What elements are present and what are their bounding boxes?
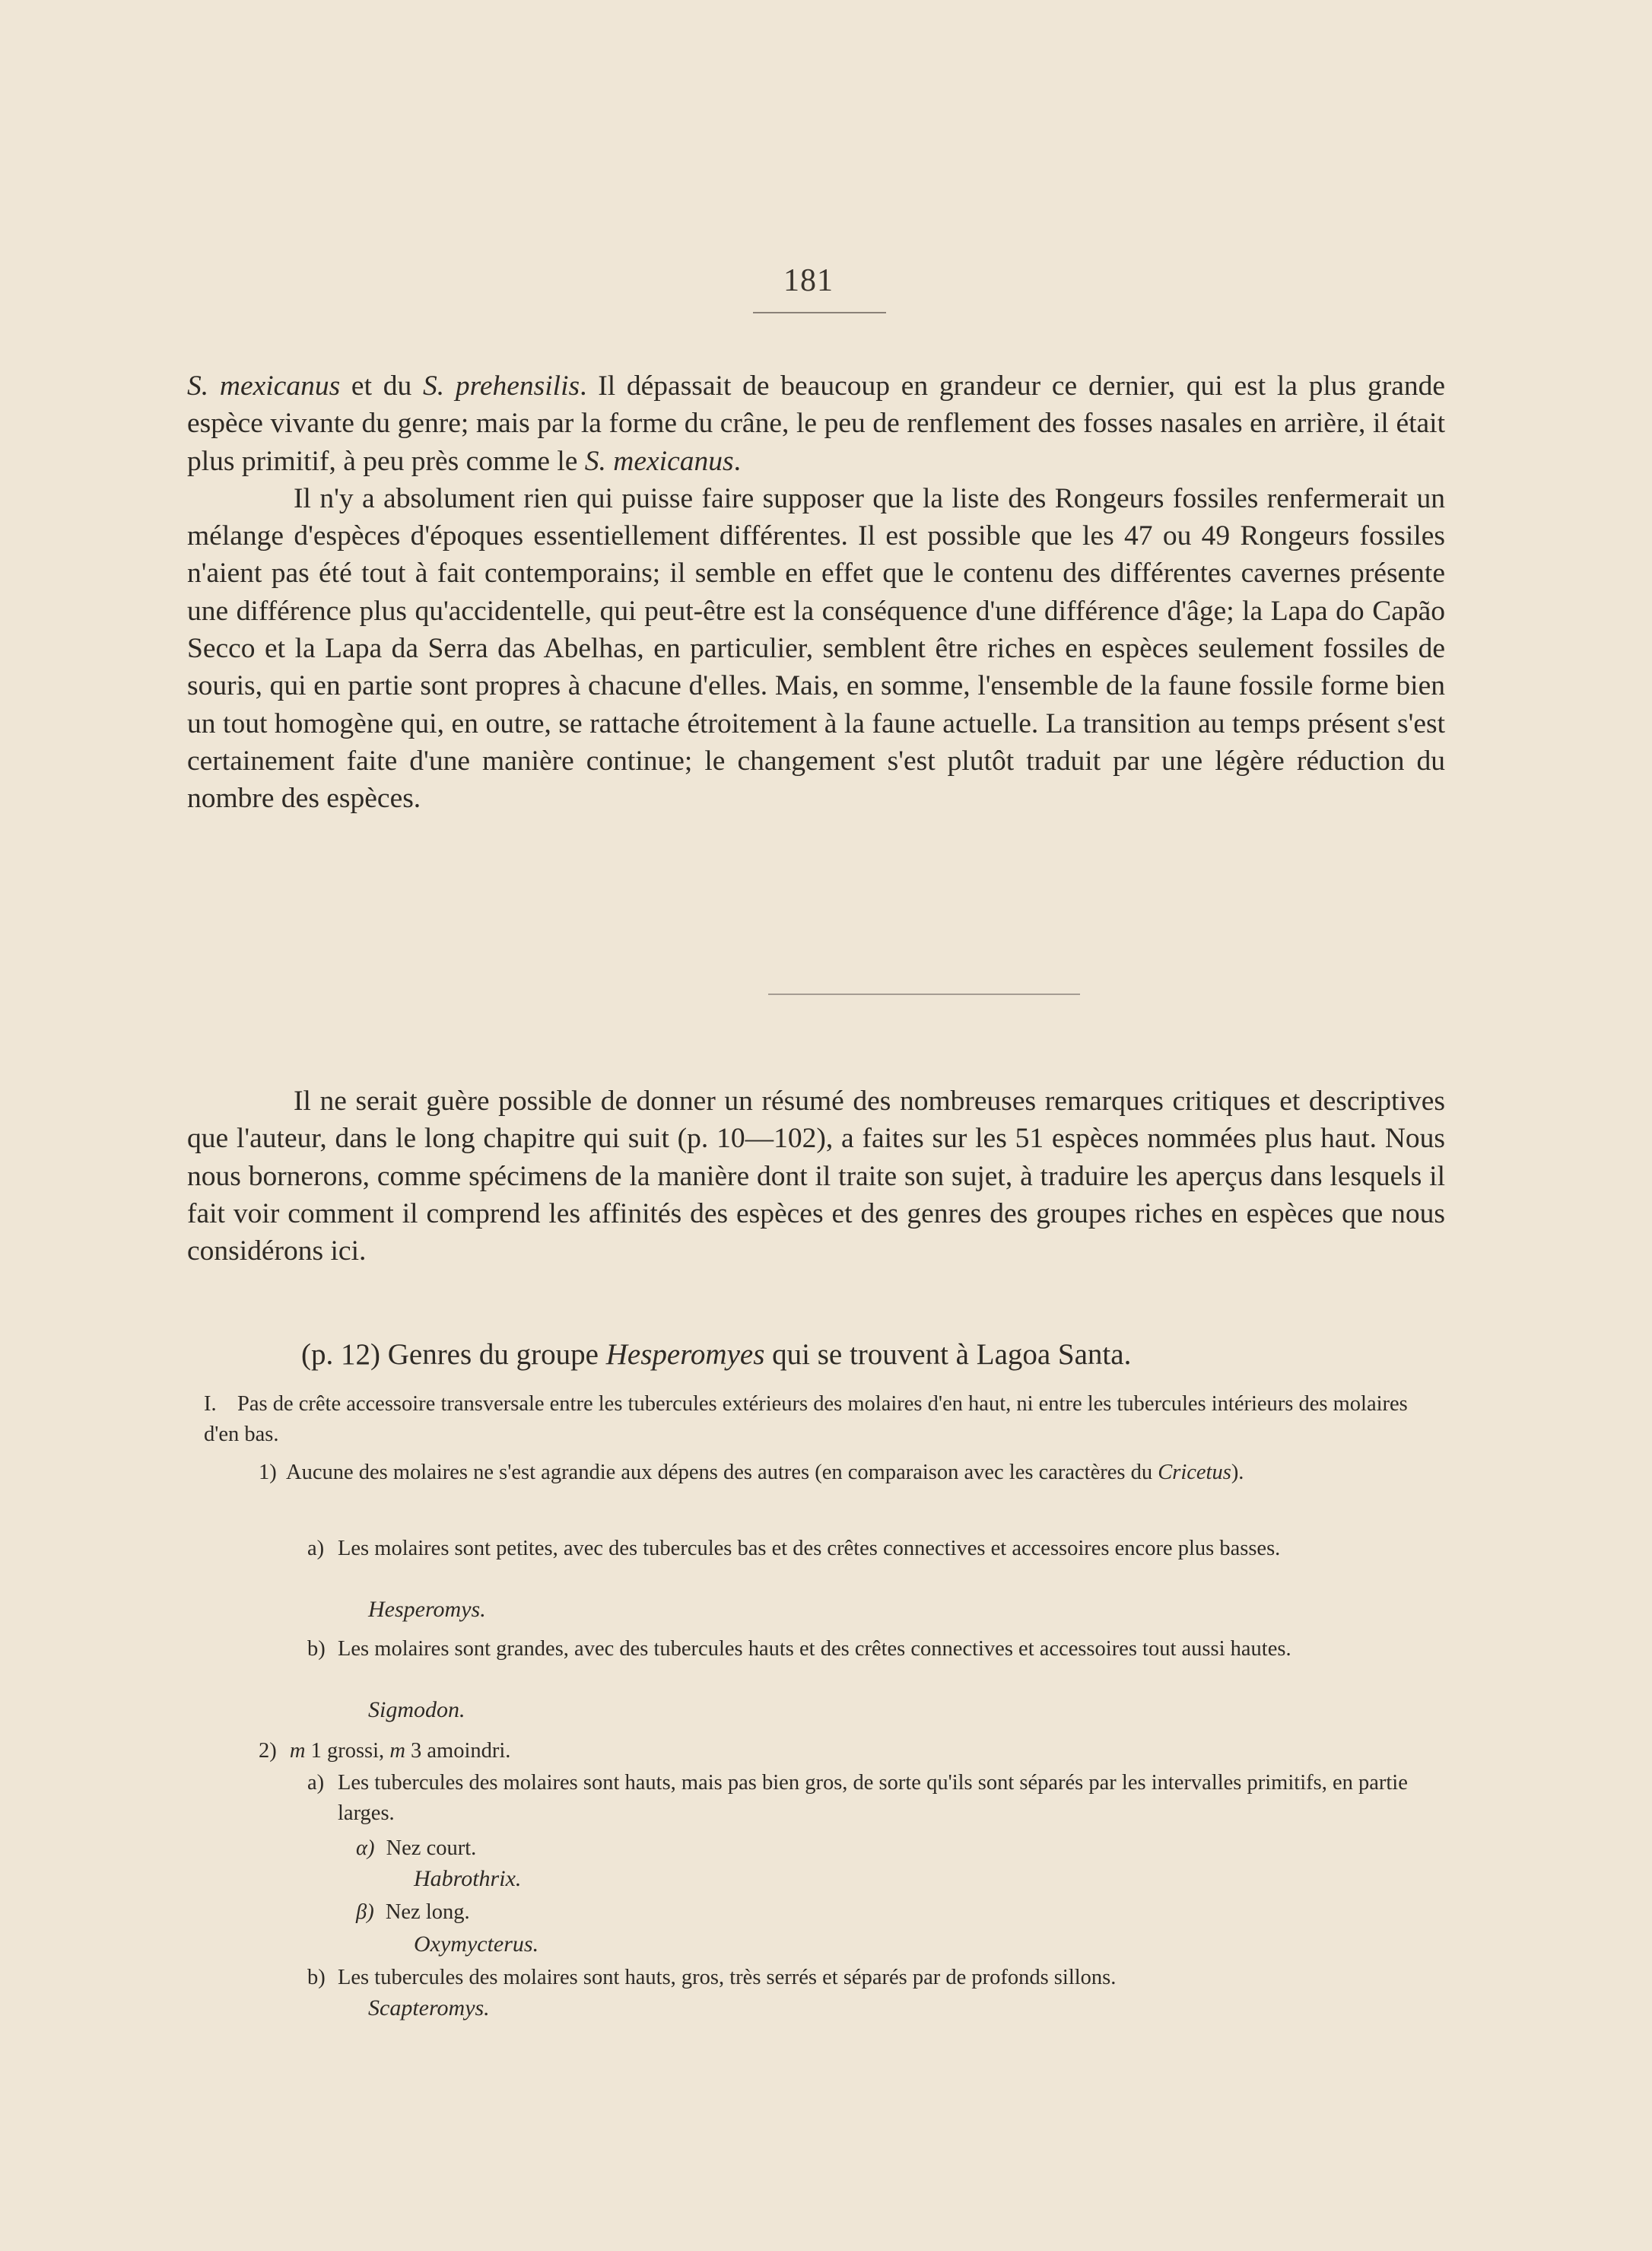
- key-text: 1 grossi,: [305, 1739, 390, 1763]
- key-entry-I-1: [259, 1458, 1445, 1488]
- paragraph-text: . Il dépassait de beaucoup en grandeur ce dernier, qui est la plus grande espèce vivante du genre; mais par la forme du crâne, le peu de renflement des fosses nasales en arrière, il était plus primitif, à peu près comme le: [187, 370, 1446, 477]
- key-text: Les molaires sont petites, avec des tubercules bas et des crêtes connectives et accessoires encore plus basses.: [338, 1537, 1281, 1560]
- paragraph-rongeurs: Il n'y a absolument rien qui puisse faire supposer que la liste des Rongeurs fossiles renfermerait un mélange d'espèces d'époques essentiellement différentes. Il est possible que les 47 ou 49 Rongeurs fossiles n'aient pas été tout à fait contemporains; il semble en effet que le contenu des différentes cavernes présente une différence plus qu'accidentelle, qui peut-être est la conséquence d'une différence d'âge; la Lapa do Capão Secco et la Lapa da Serra das Abelhas, en particulier, semblent être riches en espèces seulement fossiles de souris, qui en partie sont propres à chacune d'elles. Mais, en somme, l'ensemble de la faune fossile forme bien un tout homogène qui, en outre, se rattache étroitement à la faune actuelle. La transition au temps présent s'est certainement faite d'une manière continue; le changement s'est plutôt traduit par une légère réduction du nombre des espèces.: [187, 482, 1445, 815]
- key-entry-I-2-a-beta: [356, 1897, 470, 1928]
- key-entry-I-1-a: [307, 1534, 1445, 1564]
- body-paragraph-1: [187, 367, 1445, 818]
- heading-genus: Hesperomyes: [605, 1338, 765, 1371]
- key-text: Les tubercules des molaires sont hauts, gros, très serrés et séparés par de profonds sillons.: [338, 1966, 1117, 1989]
- key-label: 2): [259, 1739, 277, 1763]
- body-paragraph-2: [187, 1083, 1445, 1270]
- key-label: a): [307, 1537, 325, 1560]
- key-label: b): [307, 1637, 326, 1661]
- paragraph-continued: [187, 367, 1445, 480]
- paragraph-resume: Il ne serait guère possible de donner un résumé des nombreuses remarques critiques et descriptives que l'auteur, dans le long chapitre qui suit (p. 10—102), a faites sur les 51 espèces nommées plus haut. Nous nous bornerons, comme spécimens de la manière dont il traite son sujet, à traduire les aperçus dans lesquels il fait voir comment il comprend les affinités des espèces et des genres des groupes riches en espèces que nous considérons ici.: [187, 1086, 1445, 1267]
- key-text: Nez court.: [386, 1836, 477, 1860]
- key-text: 3 amoindri.: [405, 1739, 511, 1763]
- key-entry-I-2-a: [307, 1768, 1445, 1828]
- key-text: Les molaires sont grandes, avec des tubercules hauts et des crêtes connectives et accessoires tout aussi hautes.: [338, 1637, 1291, 1661]
- key-entry-I-2: [259, 1736, 510, 1766]
- heading-text: qui se trouvent à Lagoa Santa.: [764, 1338, 1132, 1371]
- key-text: Les tubercules des molaires sont hauts, mais pas bien gros, de sorte qu'ils sont séparés par les intervalles primitifs, en partie larges.: [338, 1771, 1408, 1825]
- key-label: a): [307, 1771, 325, 1795]
- key-entry-I-1-b: [307, 1634, 1445, 1664]
- section-divider: [768, 994, 1080, 995]
- section-heading: [301, 1337, 1131, 1372]
- paragraph-text: .: [733, 445, 741, 477]
- paragraph-text: et du: [340, 370, 424, 402]
- species-name: S. mexicanus: [584, 445, 734, 477]
- genus-name: Sigmodon.: [368, 1697, 465, 1722]
- heading-text: (p. 12) Genres du groupe: [301, 1338, 606, 1371]
- key-entry-I-2-b: [307, 1963, 1445, 1993]
- key-label: b): [307, 1966, 326, 1989]
- key-label: β): [356, 1900, 374, 1924]
- page-number: 181: [783, 263, 834, 298]
- genus-name: Hesperomys.: [368, 1597, 486, 1622]
- genus-name: Oxymycterus.: [414, 1931, 539, 1957]
- key-entry-I-2-a-alpha: [356, 1833, 476, 1864]
- molar-abbrev: m: [289, 1739, 306, 1763]
- page-number-rule: [753, 312, 886, 313]
- key-label: I.: [204, 1392, 217, 1416]
- molar-abbrev: m: [389, 1739, 405, 1763]
- key-text: Pas de crête accessoire transversale entre les tubercules extérieurs des molaires d'en haut, ni entre les tubercules intérieurs des molaires d'en bas.: [204, 1392, 1408, 1446]
- key-text: ).: [1231, 1461, 1244, 1484]
- key-text: Aucune des molaires ne s'est agrandie aux dépens des autres (en comparaison avec les caractères du: [286, 1461, 1158, 1484]
- genus-name: Cricetus: [1158, 1461, 1231, 1484]
- key-text: Nez long.: [385, 1900, 470, 1924]
- genus-name: Scapteromys.: [368, 1995, 490, 2020]
- key-label: α): [356, 1836, 375, 1860]
- species-name: S. mexicanus: [187, 370, 341, 402]
- genus-name: Habrothrix.: [414, 1866, 522, 1891]
- key-label: 1): [259, 1461, 277, 1484]
- species-name: S. prehensilis: [423, 370, 580, 402]
- key-entry-I: [204, 1389, 1445, 1449]
